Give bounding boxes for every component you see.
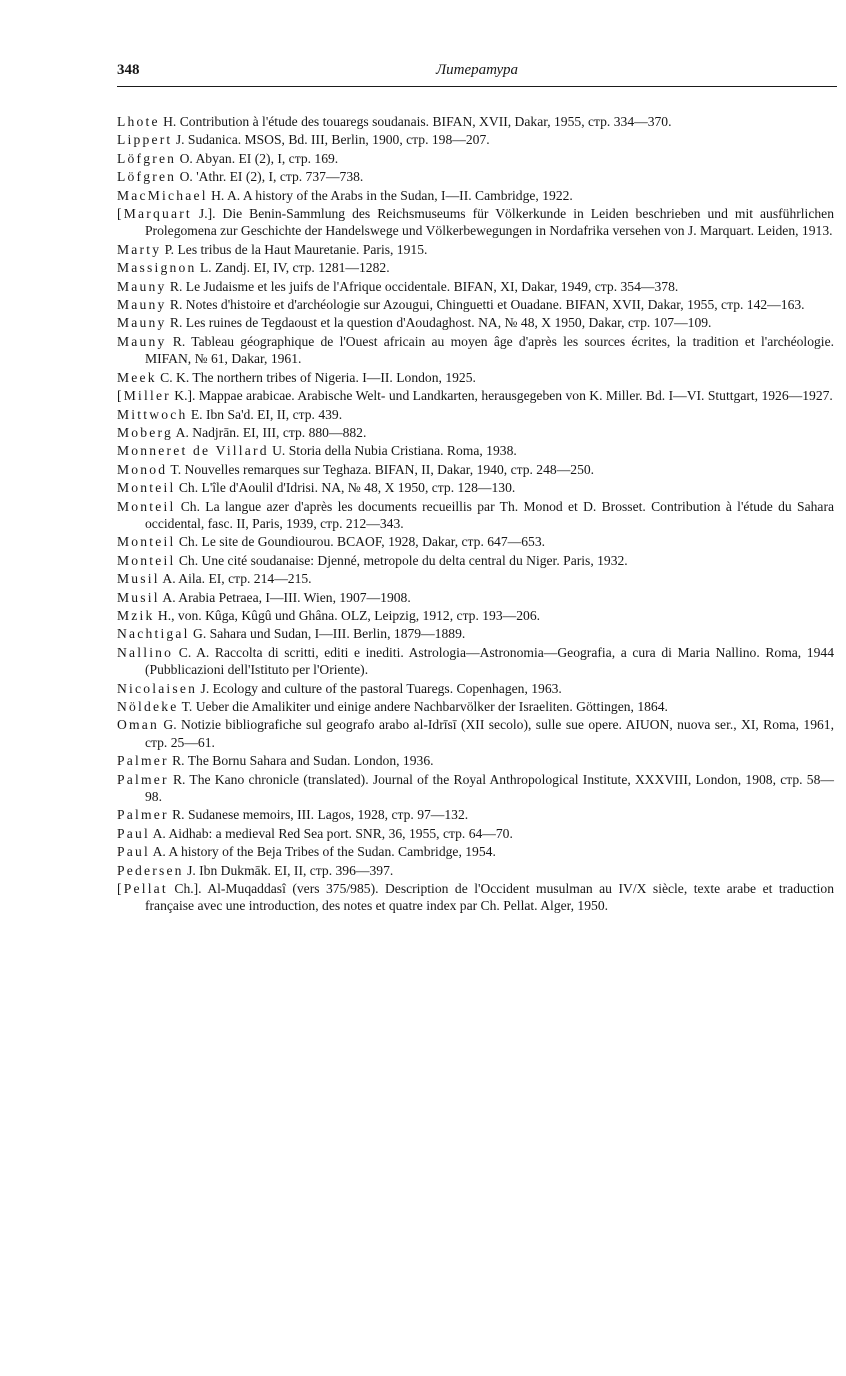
entry-text: H., von. Kûga, Kûgû und Ghâna. OLZ, Leipzig, 1912, стр. 193—206.: [154, 607, 541, 623]
bibliography-entry: [117, 168, 834, 185]
bibliography-entry: [117, 498, 834, 533]
entry-text: A. Aila. EI, стр. 214—215.: [159, 571, 312, 587]
bibliography-entry: [117, 406, 834, 423]
header-rule: [117, 86, 837, 87]
entry-author: Massignon: [117, 260, 197, 276]
entry-text: O. 'Athr. EI (2), I, стр. 737—738.: [176, 169, 364, 185]
bibliography-entry: [117, 259, 834, 276]
bibliography-entry: [117, 205, 834, 240]
bibliography-entry: [117, 442, 834, 459]
entry-author: Nicolaisen: [117, 680, 198, 696]
bibliography-entry: [117, 680, 834, 697]
bibliography-entry: [117, 131, 834, 148]
entry-author: [Pellat: [117, 881, 168, 897]
bibliography-list: [117, 113, 834, 916]
entry-text: H. A. A history of the Arabs in the Sudan, I—II. Cambridge, 1922.: [207, 187, 573, 203]
entry-text: Ch. Une cité soudanaise: Djenné, metropole du delta central du Niger. Paris, 1932.: [175, 552, 628, 568]
bibliography-entry: [117, 644, 834, 679]
entry-text: R. Tableau géographique de l'Ouest africain au moyen âge d'après les sources écrites, la tradition et l'archéologie. MIFAN, № 61, Dakar, 1961.: [145, 333, 834, 367]
page-header: [117, 60, 837, 86]
bibliography-entry: [117, 806, 834, 823]
bibliography-entry: [117, 862, 834, 879]
entry-text: C. K. The northern tribes of Nigeria. I—II. London, 1925.: [156, 369, 476, 385]
entry-author: Mauny: [117, 278, 167, 294]
entry-author: Mauny: [117, 333, 167, 349]
entry-text: R. Les ruines de Tegdaoust et la question d'Aoudaghost. NA, № 48, X 1950, Dakar, стр. 107—109.: [166, 315, 712, 331]
bibliography-entry: [117, 387, 834, 404]
entry-text: A. Arabia Petraea, I—III. Wien, 1907—1908.: [159, 589, 411, 605]
entry-text: R. Sudanese memoirs, III. Lagos, 1928, стр. 97—132.: [168, 807, 469, 823]
entry-author: Monteil: [117, 552, 176, 568]
entry-author: Oman: [117, 717, 160, 733]
entry-author: Monteil: [117, 534, 176, 550]
bibliography-entry: [117, 369, 834, 386]
entry-text: Ch. La langue azer d'après les documents recueillis par Th. Monod et D. Brosset. Contribution à l'étude du Sahara occidental, fasc. II, Paris, 1939, стр. 212—343.: [145, 498, 834, 531]
entry-author: Mittwoch: [117, 406, 188, 422]
bibliography-entry: [117, 278, 834, 295]
entry-author: Pedersen: [117, 862, 184, 878]
bibliography-entry: [117, 533, 834, 550]
entry-text: G. Sahara und Sudan, I—III. Berlin, 1879—1889.: [189, 626, 466, 642]
entry-text: Ch. L'île d'Aoulil d'Idrisi. NA, № 48, X 1950, стр. 128—130.: [175, 480, 516, 496]
entry-author: Meek: [117, 369, 157, 385]
entry-text: R. Le Judaisme et les juifs de l'Afrique occidentale. BIFAN, XI, Dakar, 1949, стр. 354—378.: [166, 278, 679, 294]
bibliography-entry: [117, 752, 834, 769]
entry-author: MacMichael: [117, 187, 208, 203]
entry-author: Nachtigal: [117, 626, 190, 642]
entry-author: [Miller: [117, 388, 171, 404]
entry-text: O. Abyan. EI (2), I, стр. 169.: [176, 150, 339, 166]
bibliography-entry: [117, 570, 834, 587]
entry-author: Palmer: [117, 771, 169, 787]
bibliography-entry: [117, 113, 834, 130]
running-title: Литература: [435, 62, 519, 78]
bibliography-entry: [117, 424, 834, 441]
page-number: 348: [117, 62, 140, 78]
bibliography-entry: [117, 241, 834, 258]
entry-author: Lhote: [117, 114, 160, 129]
entry-text: U. Storia della Nubia Cristiana. Roma, 1938.: [268, 443, 517, 459]
entry-text: A. A history of the Beja Tribes of the Sudan. Cambridge, 1954.: [149, 844, 496, 860]
entry-text: J. Ecology and culture of the pastoral Tuaregs. Copenhagen, 1963.: [197, 680, 562, 696]
entry-author: Löfgren: [117, 169, 177, 185]
entry-text: G. Notizie bibliografiche sul geografo arabo al-Idrīsī (XII secolo), sulle sue opere. AIUON, nuova ser., XI, Roma, 1961, стр. 25—61.: [145, 717, 834, 750]
bibliography-entry: [117, 716, 834, 751]
bibliography-entry: [117, 843, 834, 860]
entry-author: Mzik: [117, 607, 155, 623]
entry-author: Mauny: [117, 297, 167, 313]
bibliography-entry: [117, 296, 834, 313]
bibliography-entry: [117, 461, 834, 478]
entry-text: P. Les tribus de la Haut Mauretanie. Paris, 1915.: [161, 241, 428, 257]
entry-author: Nöldeke: [117, 699, 179, 714]
entry-author: Paul: [117, 825, 150, 841]
entry-text: R. Notes d'histoire et d'archéologie sur Azougui, Chinguetti et Ouadane. BIFAN, XVII, Dakar, 1955, стр. 142—163.: [166, 297, 805, 313]
entry-text: Ch.]. Al-Muqaddasî (vers 375/985). Description de l'Occident musulman au IV/X siècle, texte arabe et traduction française avec une introduction, des notes et quatre index par Ch. Pellat. Alger, 1950.: [145, 881, 834, 914]
entry-author: Paul: [117, 844, 150, 860]
entry-author: Monod: [117, 461, 168, 477]
entry-author: Nallino: [117, 644, 174, 660]
bibliography-entry: [117, 314, 834, 331]
entry-text: A. Aidhab: a medieval Red Sea port. SNR, 36, 1955, стр. 64—70.: [149, 825, 513, 841]
entry-author: Monteil: [117, 480, 176, 496]
bibliography-entry: [117, 187, 834, 204]
entry-author: Monteil: [117, 498, 176, 514]
entry-author: Musil: [117, 589, 160, 605]
entry-text: A. Nadjrān. EI, III, стр. 880—882.: [173, 424, 367, 440]
bibliography-entry: [117, 625, 834, 642]
bibliography-entry: [117, 607, 834, 624]
bibliography-entry: [117, 552, 834, 569]
bibliography-entry: [117, 698, 834, 715]
bibliography-entry: [117, 589, 834, 606]
entry-text: R. The Bornu Sahara and Sudan. London, 1936.: [168, 753, 434, 769]
entry-text: C. A. Raccolta di scritti, editi e inediti. Astrologia—Astronomia—Geografia, a cura di Maria Nallino. Roma, 1944 (Pubblicazioni dell'Istituto per l'Oriente).: [145, 644, 834, 678]
entry-text: R. The Kano chronicle (translated). Journal of the Royal Anthropological Institute, XXXVIII, London, 1908, стр. 58—98.: [145, 771, 834, 805]
entry-author: Lippert: [117, 132, 173, 148]
entry-author: [Marquart: [117, 206, 192, 222]
bibliography-entry: [117, 771, 834, 806]
entry-text: T. Nouvelles remarques sur Teghaza. BIFAN, II, Dakar, 1940, стр. 248—250.: [167, 461, 595, 477]
entry-text: E. Ibn Sa'd. EI, II, стр. 439.: [187, 406, 343, 422]
entry-author: Musil: [117, 571, 160, 587]
entry-author: Löfgren: [117, 150, 177, 166]
bibliography-entry: [117, 150, 834, 167]
bibliography-entry: [117, 333, 834, 368]
bibliography-entry: [117, 825, 834, 842]
entry-author: Marty: [117, 241, 162, 257]
entry-text: J. Sudanica. MSOS, Bd. III, Berlin, 1900, стр. 198—207.: [172, 132, 490, 148]
entry-text: Ch. Le site de Goundiourou. BCAOF, 1928, Dakar, стр. 647—653.: [175, 534, 546, 550]
entry-author: Palmer: [117, 753, 169, 769]
entry-author: Moberg: [117, 424, 173, 440]
entry-text: T. Ueber die Amalikiter und einige andere Nachbarvölker der Israeliten. Göttingen, 1864.: [178, 699, 668, 714]
entry-text: J. Ibn Dukmāk. EI, II, стр. 396—397.: [183, 862, 394, 878]
entry-author: Mauny: [117, 315, 167, 331]
entry-text: K.]. Mappae arabicae. Arabische Welt- und Landkarten, herausgegeben von K. Miller. Bd. I—VI. Stuttgart, 1926—1927.: [170, 388, 833, 404]
entry-author: Palmer: [117, 807, 169, 823]
bibliography-entry: [117, 479, 834, 496]
entry-author: Monneret de Villard: [117, 443, 269, 459]
entry-text: J.]. Die Benin-Sammlung des Reichsmuseums für Völkerkunde in Leiden beschrieben und mit ausführlichen Prolegomena zur Geschichte der Handelswege und Völkerbewegungen in Nordafrika versehen von J. Marquart. Leiden, 1913.: [145, 206, 834, 239]
entry-text: H. Contribution à l'étude des touaregs soudanais. BIFAN, XVII, Dakar, 1955, стр. 334—370.: [159, 114, 672, 129]
bibliography-entry: [117, 880, 834, 915]
entry-text: L. Zandj. EI, IV, стр. 1281—1282.: [196, 260, 390, 276]
